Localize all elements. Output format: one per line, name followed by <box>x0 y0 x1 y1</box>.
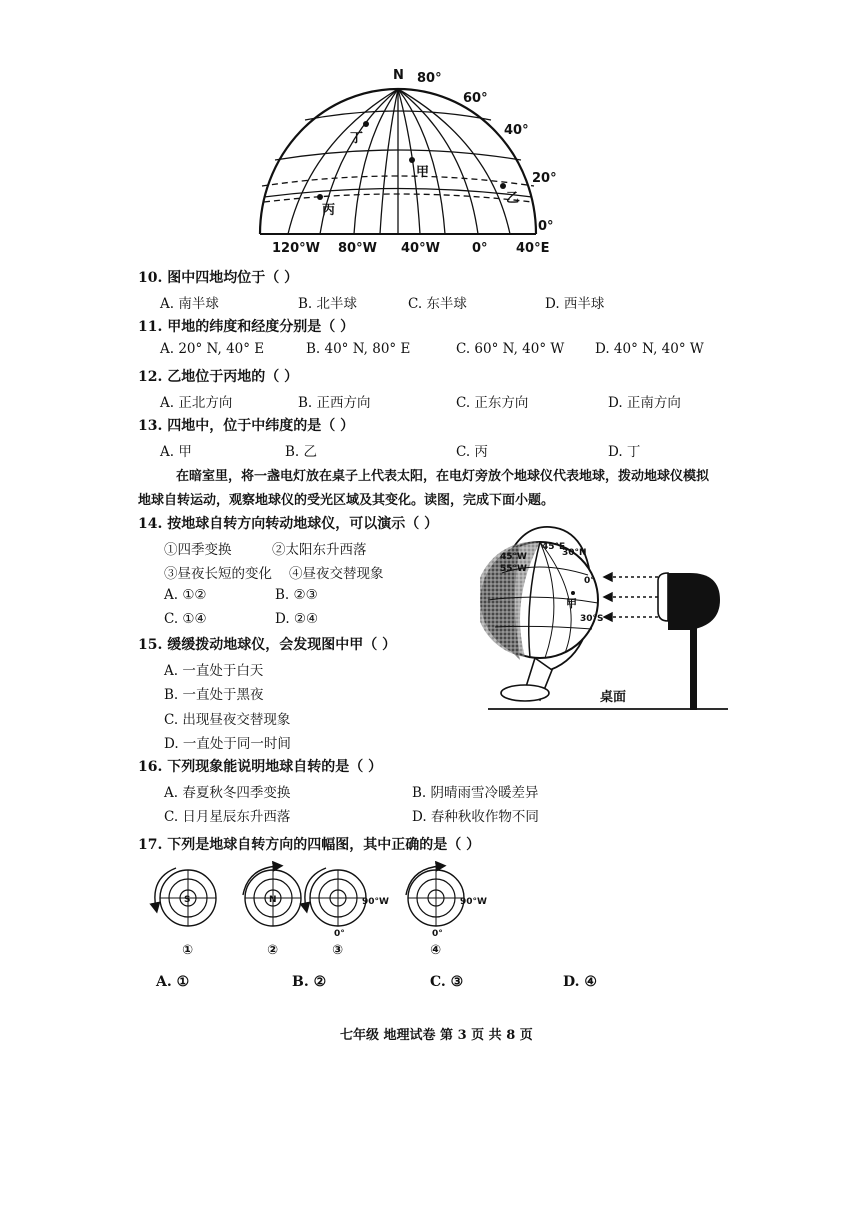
lat-label-80: 80° <box>417 71 442 86</box>
q13-option-d[interactable]: D. 丁 <box>608 444 641 460</box>
q10-option-c[interactable]: C. 东半球 <box>408 296 467 312</box>
rotation-diagrams <box>148 860 508 960</box>
diagram-3-bottom: 0° <box>334 929 345 939</box>
q17-option-c[interactable]: C. ③ <box>430 974 464 990</box>
desk-label: 桌面 <box>600 690 627 705</box>
diagram-3-number: ③ <box>332 943 344 958</box>
question-12-stem: 12. 乙地位于丙地的（ ） <box>138 369 299 385</box>
diagram-1-number: ① <box>182 943 194 958</box>
question-16-stem: 16. 下列现象能说明地球自转的是（ ） <box>138 759 383 775</box>
question-17-stem: 17. 下列是地球自转方向的四幅图，其中正确的是（ ） <box>138 837 481 853</box>
rotation-diagram-1 <box>155 868 216 958</box>
passage-line-2: 地球自转运动，观察地球仪的受光区域及其变化。读图，完成下面小题。 <box>138 493 555 508</box>
q12-option-c[interactable]: C. 正东方向 <box>456 395 529 411</box>
q10-option-a[interactable]: A. 南半球 <box>160 296 219 312</box>
q10-option-b[interactable]: B. 北半球 <box>298 296 358 312</box>
lat-lon-grid-map <box>250 62 570 257</box>
q15-option-d[interactable]: D. 一直处于同一时间 <box>164 736 291 752</box>
globe-label-45w: 45°W <box>500 552 527 562</box>
diagram-4-number: ④ <box>430 943 442 958</box>
globe-label-jia: 甲 <box>566 597 577 610</box>
q12-option-a[interactable]: A. 正北方向 <box>160 395 233 411</box>
diagram-1-center: S <box>184 895 191 905</box>
diagram-4-bottom: 0° <box>432 929 443 939</box>
q11-option-a[interactable]: A. 20° N, 40° E <box>160 341 265 357</box>
lat-label-60: 60° <box>463 91 488 106</box>
q13-option-b[interactable]: B. 乙 <box>285 444 318 460</box>
rotation-diagram-2 <box>243 866 301 958</box>
lat-label-40: 40° <box>504 123 529 138</box>
diagram-3-side: 90°W <box>362 897 389 907</box>
q14-option-a[interactable]: A. ①② <box>164 587 207 603</box>
q12-option-d[interactable]: D. 正南方向 <box>608 395 681 411</box>
q11-option-c[interactable]: C. 60° N, 40° W <box>456 341 565 357</box>
lon-label-80w: 80°W <box>338 241 377 256</box>
q17-option-b[interactable]: B. ② <box>292 974 327 990</box>
passage-line-1: 在暗室里，将一盏电灯放在桌子上代表太阳，在电灯旁放个地球仪代表地球，拨动地球仪模拟 <box>176 469 710 484</box>
point-label-jia: 甲 <box>416 165 430 180</box>
question-11-stem: 11. 甲地的纬度和经度分别是（ ） <box>138 319 355 335</box>
lon-label-120w: 120°W <box>272 241 320 256</box>
page-footer: 七年级 地理试卷 第 3 页 共 8 页 <box>340 1028 533 1043</box>
pole-label: N <box>393 68 404 83</box>
q14-option-d[interactable]: D. ②④ <box>275 611 319 627</box>
q16-option-c[interactable]: C. 日月星辰东升西落 <box>164 809 291 825</box>
q17-option-a[interactable]: A. ① <box>156 974 190 990</box>
question-13-stem: 13. 四地中，位于中纬度的是（ ） <box>138 418 355 434</box>
question-14-stem: 14. 按地球自转方向转动地球仪，可以演示（ ） <box>138 516 439 532</box>
diagram-2-number: ② <box>267 943 279 958</box>
question-10-stem: 10. 图中四地均位于（ ） <box>138 270 299 286</box>
q10-option-d[interactable]: D. 西半球 <box>545 296 605 312</box>
q16-option-d[interactable]: D. 春种秋收作物不同 <box>412 809 539 825</box>
q14-item-1: ①四季变换 <box>164 542 232 558</box>
q13-option-a[interactable]: A. 甲 <box>160 444 192 460</box>
q14-option-c[interactable]: C. ①④ <box>164 611 207 627</box>
globe-label-30n: 30°N <box>562 548 587 558</box>
question-15-stem: 15. 缓缓拨动地球仪，会发现图中甲（ ） <box>138 637 397 653</box>
globe-label-30s: 30°S <box>580 614 604 624</box>
q14-option-b[interactable]: B. ②③ <box>275 587 318 603</box>
globe-label-0: 0° <box>584 576 595 586</box>
lon-label-40w: 40°W <box>401 241 440 256</box>
q14-item-4: ④昼夜交替现象 <box>289 566 384 582</box>
q11-option-d[interactable]: D. 40° N, 40° W <box>595 341 704 357</box>
diagram-4-side: 90°W <box>460 897 487 907</box>
lon-label-40e: 40°E <box>516 241 550 256</box>
q13-option-c[interactable]: C. 丙 <box>456 444 488 460</box>
point-label-bing: 丙 <box>322 203 336 218</box>
q16-option-a[interactable]: A. 春夏秋冬四季变换 <box>164 785 291 801</box>
globe-label-55w: 55°W <box>500 564 527 574</box>
point-label-yi: 乙 <box>506 191 520 206</box>
q15-option-b[interactable]: B. 一直处于黑夜 <box>164 687 264 703</box>
diagram-2-center: N <box>269 895 277 905</box>
q12-option-b[interactable]: B. 正西方向 <box>298 395 371 411</box>
lon-label-0: 0° <box>472 241 488 256</box>
q11-option-b[interactable]: B. 40° N, 80° E <box>306 341 411 357</box>
globe-label-45e: 45°E <box>542 542 566 552</box>
q14-item-2: ②太阳东升西落 <box>272 542 367 558</box>
globe-lamp-figure <box>480 525 740 715</box>
q14-item-3: ③昼夜长短的变化 <box>164 566 272 582</box>
rotation-diagram-3 <box>305 868 389 958</box>
lat-label-20: 20° <box>532 171 557 186</box>
q16-option-b[interactable]: B. 阴晴雨雪冷暖差异 <box>412 785 539 801</box>
point-label-ding: 丁 <box>350 131 364 146</box>
q15-option-a[interactable]: A. 一直处于白天 <box>164 663 264 679</box>
q15-option-c[interactable]: C. 出现昼夜交替现象 <box>164 712 291 728</box>
rotation-diagram-4 <box>406 866 487 958</box>
lat-label-0: 0° <box>538 219 554 234</box>
q17-option-d[interactable]: D. ④ <box>563 974 597 990</box>
